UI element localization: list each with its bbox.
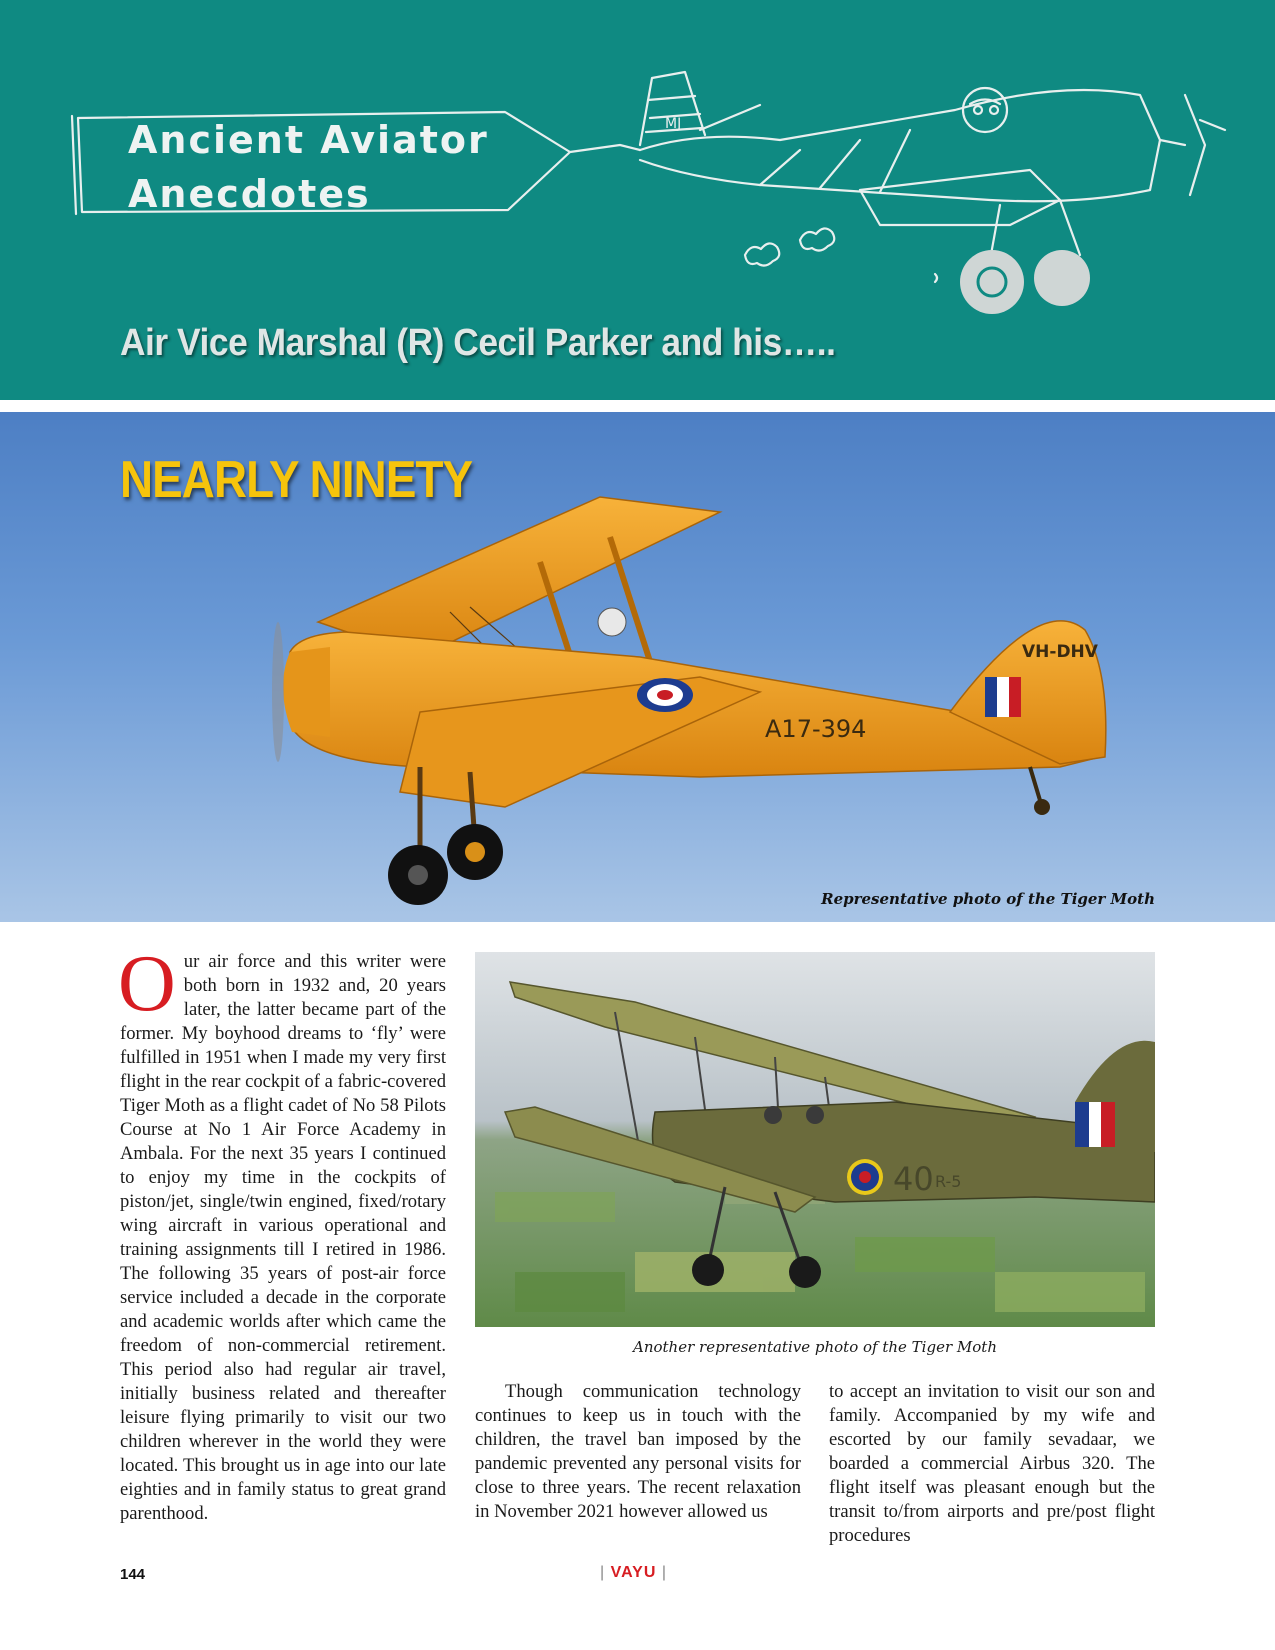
article-column-1 <box>118 940 446 1526</box>
drop-cap: O <box>118 940 176 1028</box>
article-column-2: Though communication technology continues to keep us in touch with the children, the travel ban imposed by the pandemic prevented any personal visits for close to three years. The recent relaxation in November 2021 however allowed us <box>475 1381 801 1522</box>
article-headline: NEARLY NINETY <box>120 451 473 509</box>
series-title-line2: Anecdotes <box>128 172 371 216</box>
tail-registration: VH-DHV <box>1022 642 1098 662</box>
brand-name: VAYU <box>610 1564 657 1581</box>
header-band <box>0 0 1275 400</box>
author-byline: Air Vice Marshal (R) Cecil Parker and his….. <box>120 322 836 364</box>
fuselage-number: 40 <box>893 1160 934 1198</box>
magazine-brand <box>600 1564 667 1582</box>
tiger-moth-camo-photo <box>475 952 1155 1327</box>
hero-photo <box>0 412 1275 922</box>
second-photo-caption: Another representative photo of the Tiger Moth <box>633 1338 997 1356</box>
fuselage-code: R-5 <box>935 1172 962 1191</box>
article-column-3: to accept an invitation to visit our son and family. Accompanied by my wife and escorted by our family sevadaar, we boarded a commercial Airbus 320. The flight itself was pleasant enough but the transit to/from airports and pre/post flight procedures <box>829 1381 1155 1546</box>
brand-divider-left: | <box>600 1564 606 1581</box>
page-number: 144 <box>120 1566 146 1583</box>
series-title-line1: Ancient Aviator <box>128 118 489 162</box>
second-photo <box>475 952 1155 1327</box>
wheel-icon <box>960 250 1024 314</box>
series-title <box>128 113 489 221</box>
hero-photo-caption: Representative photo of the Tiger Moth <box>821 890 1155 908</box>
tail-marking: MJ <box>665 116 682 132</box>
fuselage-serial: A17-394 <box>765 715 867 743</box>
brand-divider-right: | <box>661 1564 668 1581</box>
article-column-1-text: ur air force and this writer were both born in 1932 and, 20 years later, the latter became part of the former. My boyhood dreams to ‘fly’ were fulfilled in 1951 when I made my very first flight in the rear cockpit of a fabric-covered Tiger Moth as a flight cadet of No 58 Pilots Course at No 1 Air Force Academy in Ambala. For the next 35 years I continued to enjoy my time in the cockpits of piston/jet, single/twin engined, fixed/rotary wing aircraft in various operational and training assignments till I retired in 1986. The following 35 years of post-air force service included a decade in the corporate and academic worlds after which came the freedom of non-commercial retirement. This period also had regular air travel, initially business related and thereafter leisure flying primarily to visit our two children wherever in the world they were located. This brought us in age into our late eighties and in family status to great grand parenthood. <box>120 951 446 1524</box>
